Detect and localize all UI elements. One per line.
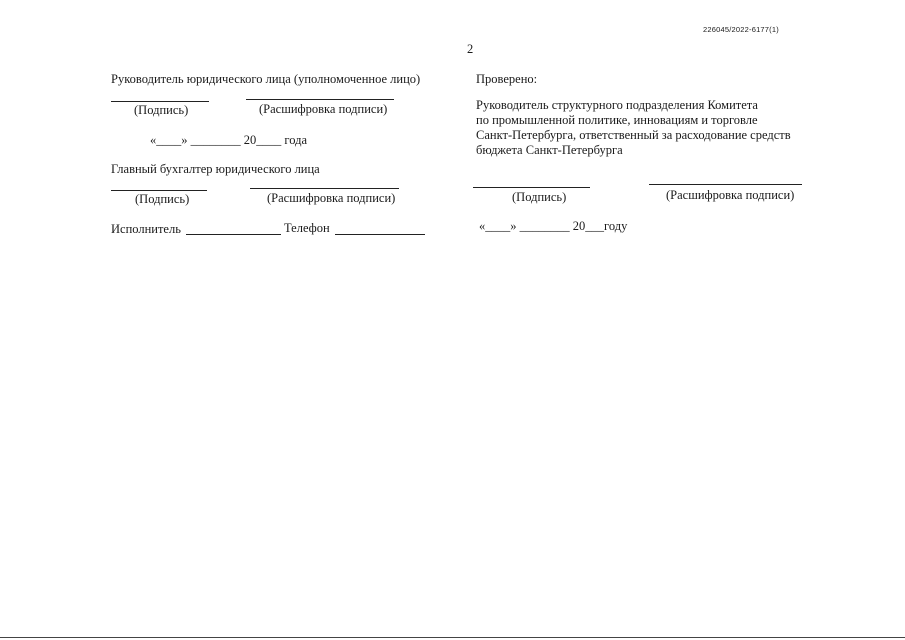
committee-line: Санкт-Петербурга, ответственный за расходование средств xyxy=(476,128,791,142)
accountant-title: Главный бухгалтер юридического лица xyxy=(111,162,320,176)
committee-line: Руководитель структурного подразделения Комитета xyxy=(476,98,758,112)
date-line: «____» ________ 20____ года xyxy=(150,133,307,147)
executor-line xyxy=(186,234,281,235)
decode-label: (Расшифровка подписи) xyxy=(666,188,795,202)
committee-line: по промышленной политике, инновациям и торговле xyxy=(476,113,758,127)
page-number: 2 xyxy=(467,42,474,56)
decode-label: (Расшифровка подписи) xyxy=(259,102,388,116)
decode-line xyxy=(246,99,394,100)
signature-label: (Подпись) xyxy=(134,103,189,117)
signature-line xyxy=(111,101,209,102)
signature-label: (Подпись) xyxy=(135,192,190,206)
page-bottom-edge xyxy=(0,637,905,638)
signature-line xyxy=(111,190,207,191)
document-number: 226045/2022-6177(1) xyxy=(703,25,779,34)
date-line: «____» ________ 20___году xyxy=(479,219,628,233)
phone-label: Телефон xyxy=(284,221,330,235)
head-title: Руководитель юридического лица (уполномоченное лицо) xyxy=(111,72,421,86)
decode-line xyxy=(649,184,802,185)
decode-line xyxy=(250,188,399,189)
signature-line xyxy=(473,187,590,188)
checked-label: Проверено: xyxy=(476,72,538,86)
decode-label: (Расшифровка подписи) xyxy=(267,191,396,205)
phone-line xyxy=(335,234,425,235)
executor-label: Исполнитель xyxy=(111,222,181,236)
committee-line: бюджета Санкт-Петербурга xyxy=(476,143,623,157)
signature-label: (Подпись) xyxy=(512,190,567,204)
